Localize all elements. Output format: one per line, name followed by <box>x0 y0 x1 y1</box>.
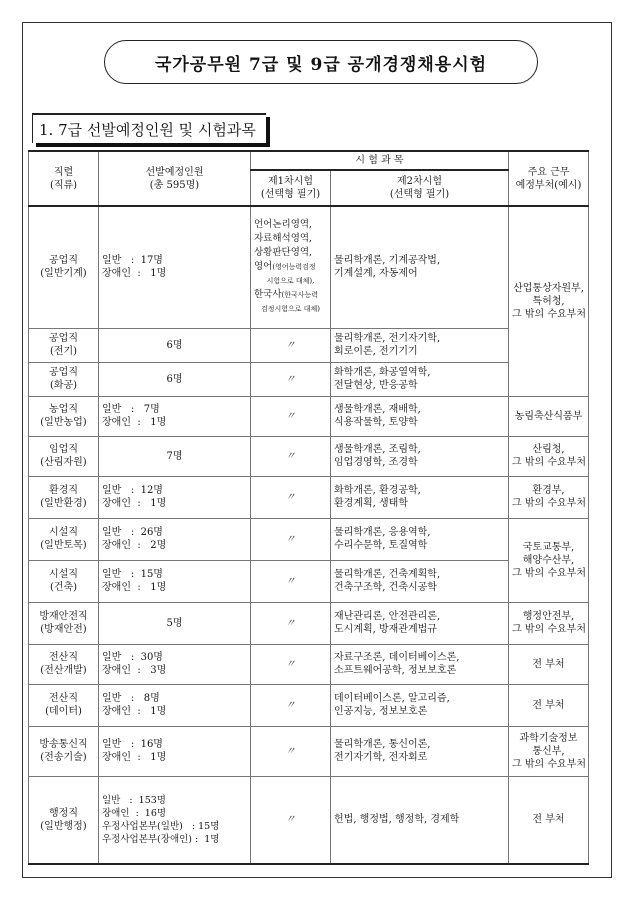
table-row <box>29 684 589 726</box>
table-row <box>29 436 589 476</box>
second-exam-cell: 자료구조론, 데이터베이스론, 소프트웨어공학, 정보보호론 <box>331 644 509 684</box>
planned-cell: 7명 <box>99 436 251 476</box>
planned-cell: 일반 : 17명 장애인 : 1명 <box>99 206 251 328</box>
second-exam-cell: 재난관리론, 안전관리론, 도시계획, 방재관계법규 <box>331 602 509 644</box>
document-title: 국가공무원 7급 및 9급 공개경쟁채용시험 <box>104 40 538 84</box>
first-exam-cell: 언어논리영역, 자료해석영역, 상황판단영역, 영어(영어능력검정 시험으로 대체), 한국사(한국사능력 검정시험으로 대체) <box>251 206 331 328</box>
table-row <box>29 476 589 518</box>
second-exam-cell: 생물학개론, 재배학, 식용작물학, 토양학 <box>331 396 509 436</box>
table-row <box>29 602 589 644</box>
planned-cell: 일반 : 12명 장애인 : 1명 <box>99 476 251 518</box>
planned-cell: 6명 <box>99 328 251 362</box>
job-cell: 공업직 (화공) <box>29 362 99 396</box>
table-row <box>29 206 589 328</box>
second-exam-cell: 물리학개론, 통신이론, 전기자기학, 전자회로 <box>331 726 509 776</box>
same-mark: 〃 <box>251 436 331 476</box>
same-mark: 〃 <box>251 362 331 396</box>
job-cell: 공업직 (전기) <box>29 328 99 362</box>
second-exam-cell: 물리학개론, 전기자기학, 회로이론, 전기기기 <box>331 328 509 362</box>
job-cell: 전산직 (전산개발) <box>29 644 99 684</box>
planned-cell: 일반 : 30명 장애인 : 3명 <box>99 644 251 684</box>
same-mark: 〃 <box>251 726 331 776</box>
header-subjects: 시 험 과 목 <box>251 151 509 170</box>
job-cell: 환경직 (일반환경) <box>29 476 99 518</box>
planned-cell: 일반 : 15명 장애인 : 1명 <box>99 560 251 602</box>
table-row <box>29 328 589 362</box>
dept-cell: 행정안전부, 그 밖의 수요부처 <box>509 602 589 644</box>
job-cell: 행정직 (일반행정) <box>29 776 99 864</box>
table-row <box>29 644 589 684</box>
same-mark: 〃 <box>251 518 331 560</box>
same-mark: 〃 <box>251 776 331 864</box>
header-second-exam: 제2차시험 (선택형 필기) <box>331 170 509 206</box>
dept-cell: 산업통상자원부, 특허청, 그 밖의 수요부처 <box>509 206 589 396</box>
second-exam-cell: 물리학개론, 응용역학, 수리수문학, 토질역학 <box>331 518 509 560</box>
dept-cell: 환경부, 그 밖의 수요부처 <box>509 476 589 518</box>
dept-cell: 농림축산식품부 <box>509 396 589 436</box>
planned-cell: 일반 : 16명 장애인 : 1명 <box>99 726 251 776</box>
same-mark: 〃 <box>251 560 331 602</box>
same-mark: 〃 <box>251 476 331 518</box>
planned-cell: 일반 : 7명 장애인 : 1명 <box>99 396 251 436</box>
second-exam-cell: 물리학개론, 건축계획학, 건축구조학, 건축시공학 <box>331 560 509 602</box>
same-mark: 〃 <box>251 644 331 684</box>
dept-cell: 전 부처 <box>509 776 589 864</box>
planned-cell: 일반 : 26명 장애인 : 2명 <box>99 518 251 560</box>
same-mark: 〃 <box>251 602 331 644</box>
section-heading: 1. 7급 선발예정인원 및 시험과목 <box>32 113 266 143</box>
planned-cell: 일반 : 153명 장애인 : 16명 우정사업본부(일반) : 15명 우정사업본부(장애인) : 1명 <box>99 776 251 864</box>
second-exam-cell: 데이터베이스론, 알고리즘, 인공지능, 정보보호론 <box>331 684 509 726</box>
job-cell: 임업직 (산림자원) <box>29 436 99 476</box>
job-cell: 농업직 (일반농업) <box>29 396 99 436</box>
second-exam-cell: 화학개론, 화공열역학, 전달현상, 반응공학 <box>331 362 509 396</box>
job-cell: 방송통신직 (전송기술) <box>29 726 99 776</box>
table-row <box>29 362 589 396</box>
header-planned: 선발예정인원 (총 595명) <box>99 151 251 206</box>
job-cell: 방재안전직 (방재안전) <box>29 602 99 644</box>
planned-cell: 일반 : 8명 장애인 : 1명 <box>99 684 251 726</box>
job-cell: 시설직 (건축) <box>29 560 99 602</box>
same-mark: 〃 <box>251 328 331 362</box>
dept-cell: 전 부처 <box>509 644 589 684</box>
planned-cell: 6명 <box>99 362 251 396</box>
table-row <box>29 560 589 602</box>
dept-cell: 과학기술정보 통신부, 그 밖의 수요부처 <box>509 726 589 776</box>
header-job: 직렬 (직류) <box>29 151 99 206</box>
job-cell: 시설직 (일반토목) <box>29 518 99 560</box>
dept-cell: 전 부처 <box>509 684 589 726</box>
second-exam-cell: 생물학개론, 조림학, 임업경영학, 조경학 <box>331 436 509 476</box>
table-row <box>29 776 589 864</box>
table-row <box>29 726 589 776</box>
header-dept: 주요 근무 예정부처(예시) <box>509 151 589 206</box>
job-cell: 전산직 (데이터) <box>29 684 99 726</box>
exam-table <box>28 150 589 865</box>
second-exam-cell: 물리학개론, 기계공작법, 기계설계, 자동제어 <box>331 206 509 328</box>
table-row <box>29 396 589 436</box>
second-exam-cell: 헌법, 행정법, 행정학, 경제학 <box>331 776 509 864</box>
same-mark: 〃 <box>251 396 331 436</box>
planned-cell: 5명 <box>99 602 251 644</box>
header-first-exam: 제1차시험 (선택형 필기) <box>251 170 331 206</box>
second-exam-cell: 화학개론, 환경공학, 환경계획, 생태학 <box>331 476 509 518</box>
dept-cell: 국토교통부, 해양수산부, 그 밖의 수요부처 <box>509 518 589 602</box>
job-cell: 공업직 (일반기계) <box>29 206 99 328</box>
dept-cell: 산림청, 그 밖의 수요부처 <box>509 436 589 476</box>
same-mark: 〃 <box>251 684 331 726</box>
table-row <box>29 518 589 560</box>
